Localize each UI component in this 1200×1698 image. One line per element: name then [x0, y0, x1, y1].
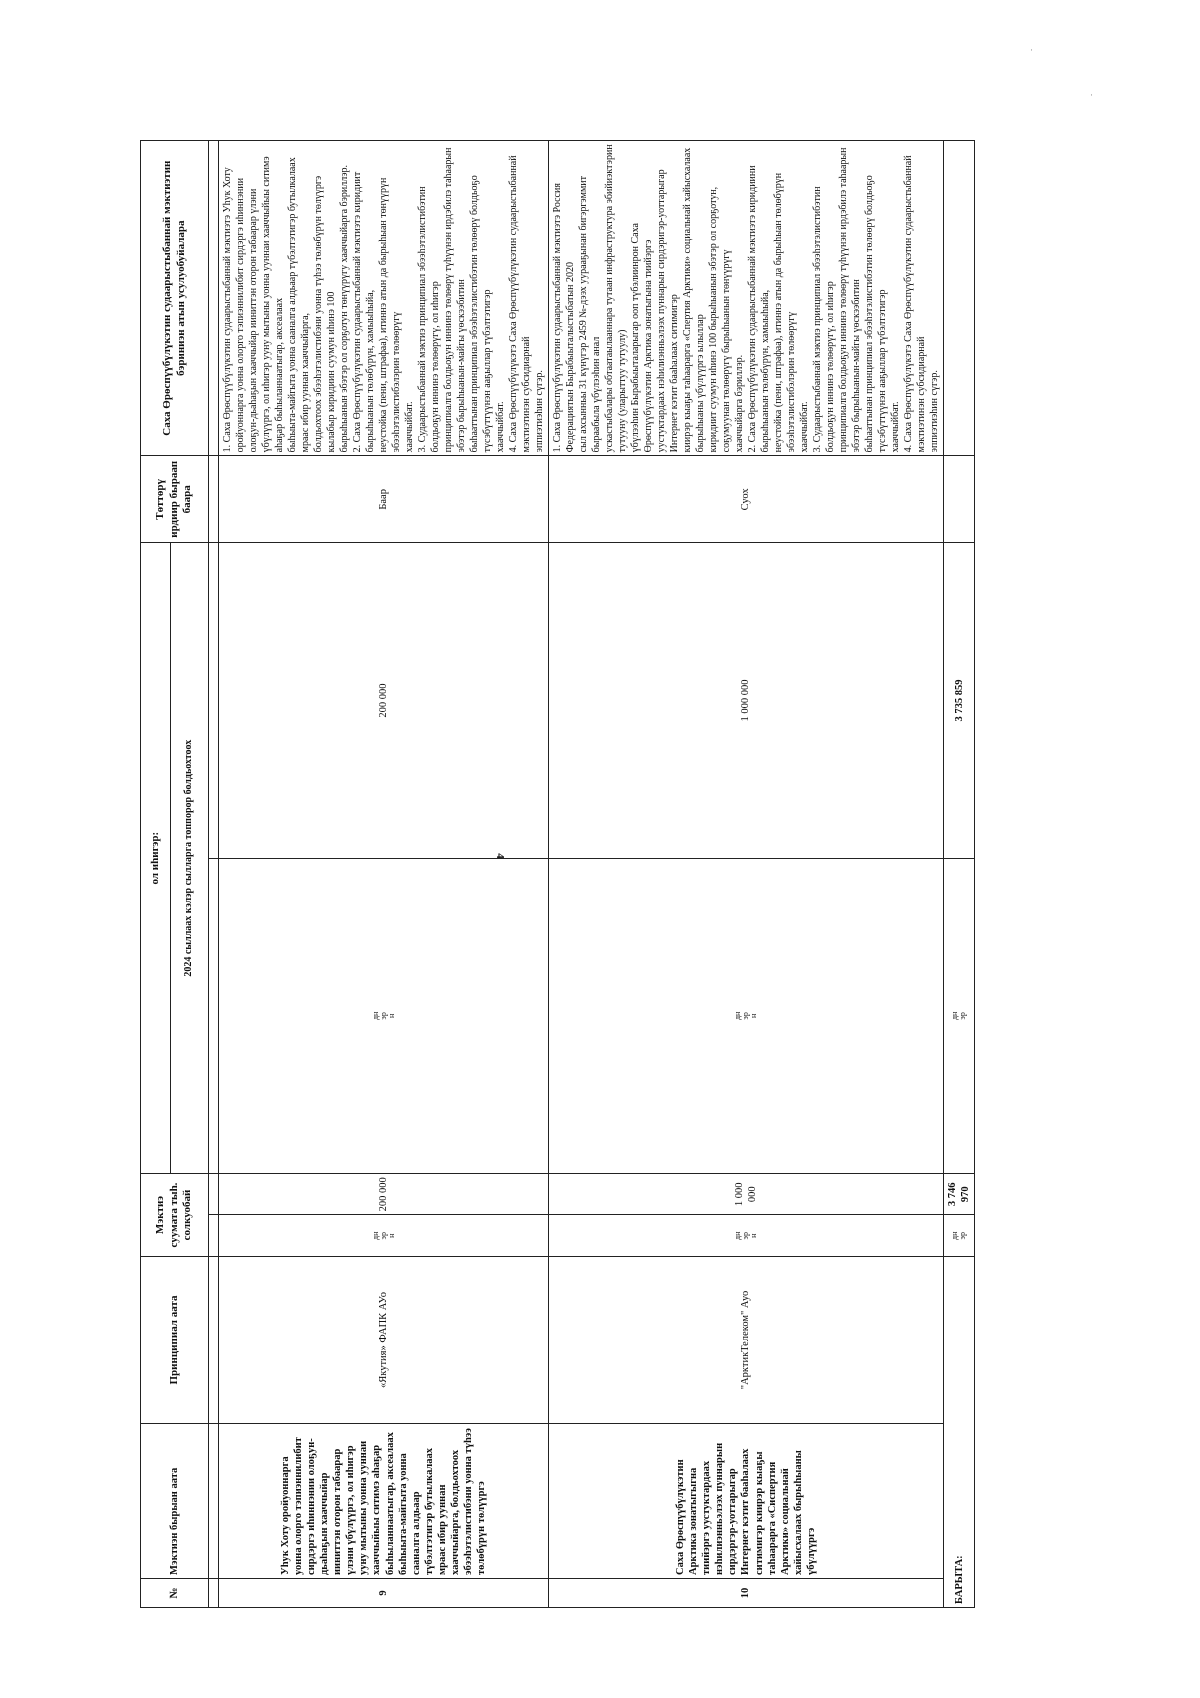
header-decision: Төттөрү ирдиир быраап баара — [141, 456, 209, 543]
row-num: 10 — [549, 1579, 944, 1608]
row-unit-2: дн эр н — [219, 858, 549, 1173]
row-cost: 200 000 — [219, 1174, 549, 1216]
row-year-amount: 1 000 000 — [549, 543, 944, 858]
row-project-name: Уһук Хоту оройуоннарга уонна олорго тэпиэннилибит сирдэргэ иһиннэнии олоҕун-дьаһаҕын хааччыйар ииниттэн оторон табаарар үлэни үбүлүүргэ, ол иһигэр ууну мытыны уонна ууннаи хааччыйыы ситимэ аһаҕар быһыланнаатыгар, аксеалаах быһыыта-майгыта уонна сааналга алдьаар түбэлтэтигэр бутылкалаах мраас ибир ууннан хааччыйарга, болдьохтоох эбээһэтэлистибэни уонна түһээ төлөбүрүн төлүүргэ — [219, 1424, 549, 1579]
row-project-name: Саха Өрөспүүбүлүкэтин Арктика зонатыгыгна тиийэргэ уустуктардаах нэһилиэнньэлээх пуннарын сирдэргэр-уоттарыгар Интернет кэтит бааһалаах ситимигэр киирэр кыаҕы таһаарарга «Сиспертия Арктики» социальнай хайысхалаах бырыһыаны үбүлүүргэ — [549, 1424, 944, 1579]
row-conditions: 1. Саха Өрөспүүбүлүкэтин судаарыстыбаннай мэктиэтэ Уһук Хоту оройуоннарга уонна олорго тэпиэннилибит сирдэргэ иһиннэнии олоҕун-дьаһаҕын хааччыйар ииниттэн оторон табаарар үлэни үбүлүүргэ, ол иһигэр ууну мытыны уонна ууннаи хааччыйыы ситимэ аһаҕар быһыланнаатыгар, аксеалаах быһыыта-майгыта уонна сааналга алдьаар түбэлтэтигэр бутылкалаах мраас ибир ууннан хааччыйарга, болдьохтоох эбээһэтэлистибэни уонна түһээ төлөбүрүн төлүүргэ кылабыр киридиин суумун иһинэ 100 бырыһыанын эбэтэр ол сорҕотун төнүүрүгу хааччыйарга бэриллэр. 2. Саха Өрөспүүбүлүкэтин судаарыстыбаннай мэктиэтэ киридиит бырыһыанын төлөбүрүн, хамыыһыйа, неустойка (пени, штрафаа), итиннэ атын да бырыһыан төнүүрүн эбээһэтэлистибэлэрин төлөөрүгү хааччыйбат. 3. Судаарыстыбаннай мэктиэ принципиал эбээһэтэлистибэтин болдьоҕун иннинэ төлөөрүгү, ол иһигэр принципиалга болдьоҕун иннинэ төлөөрү түһүүнэн ирдэбилэ таһаарын эбэтэр бырыһыанын-майгы үөскээбитин быһааттынан принципиал эбээһэтэлистибэтин төлөөрү болдьоҕо түсэбүттүүнэн ааҕыллар түбэлтэтигэр хааччыйбат. 4. Саха Өрөспүүбүлүкэтэ Саха Өрөспүүбүлүкэтин судаарыстыбаннай мэктиэтинэн субсидиарнай эппиэтиэһин сүгэр. — [219, 141, 549, 456]
row-unit-1: дн эр н — [549, 1215, 944, 1257]
header-project-name: Мэктиэн бырыан аата — [141, 1424, 209, 1579]
total-label: БАРЫТА: — [944, 1257, 975, 1608]
table-row — [549, 141, 944, 1608]
total-unit-2: дн эр — [944, 858, 975, 1173]
total-unit-1: дн эр — [944, 1215, 975, 1257]
header-num: № — [141, 1579, 209, 1608]
row-unit-1: дн эр н — [219, 1215, 549, 1257]
scan-speck: · — [1030, 45, 1033, 55]
row-principal: "АрктикТелеком" Ауо — [549, 1257, 944, 1424]
total-decision-empty — [944, 456, 975, 543]
page-number: 4 — [493, 853, 506, 859]
total-conditions-empty — [944, 141, 975, 456]
header-including: ол иһигэр: — [141, 543, 171, 1174]
table-row — [219, 141, 549, 1608]
row-num: 9 — [219, 1579, 549, 1608]
row-year-amount: 200 000 — [219, 543, 549, 858]
header-year-2024: 2024 сыллаах кэлэр сылларга топпорор болдьохтоох — [171, 543, 209, 1174]
header-sakha-conditions: Саха Өрөспүүбүлүкэтин судаарыстыбаннай мэктиэтин бэриниэн атын усулуобуйалара — [141, 141, 209, 456]
total-row — [944, 141, 975, 1608]
header-principal: Принципиал аата — [141, 1257, 209, 1424]
row-cost: 1 000 000 — [549, 1174, 944, 1216]
header-cost: Мэктиэ суумата тыһ. солкуобай — [141, 1174, 209, 1257]
row-principal: «Якутия» ФАПК АУо — [219, 1257, 549, 1424]
guarantee-table — [140, 140, 975, 1608]
row-unit-2: дн эр н — [549, 858, 944, 1173]
row-decision: Суох — [549, 456, 944, 543]
row-conditions: 1. Саха Өрөспүүбүлүкэтин судаарыстыбаннай мэктиэтэ Россия Федерациятын Бырабыыталыстыбатын 2020 сыл ахсынньы 31 күнүгэр 2459 №-дээх уурааҕынан бигэргэммит быраабыла үбүлээһин анал ускастыбалары обтаатаылааннара тутаан инфраструктура эбийиэктэрин тутууну (уларыттуу тутуулу) үбүлээһин Бырабыыталарыгар ооп түбэлиинрон Саха Өрөспүүбүлүкэтин Арктика зонатыгына тиийэргэ уустуктардаах нэһилиэнньэлээх пуннарын сирдэригэр-уоттарыгар Интернет кэтит бааһалаах ситимигэр киирэр кыаҕы таһаарарга «Спертия Арктики» социальнай хайысхалаах бырыһыаны үбүлүүргэ ылыллар киридиит суумун иһинэ 100 бырыһыанын эбэтэр ол сорҕотун, соҕумуунан төлөөрүгү бырыһыанын төнүүрүгү хааччыйарга бэриллэр. 2. Саха Өрөспүүбүлүкэтин судаарыстыбаннай мэктиэтэ киридиини бырыһыанын төлөбүрүн, хамыыһыйа, неустойка (пени, штрафаа), итиннэ атын да бырыһыан төлөбүрүн эбээһэтэлистибэлэрин төлөөрүгү хааччыйбат. 3. Судаарыстыбаннай мэктиэ принципиал эбээһэтэлистибэтин болдьоҕун иннинэ төлөөрүгү, ол иһигэр принципиалга болдьоҕун иннинэ төлөөрү түһүүнэн ирдэбилэ таһаарын эбэтэр бырыһыанын-майгы үөскээбитин быһааттынан принципиал эбээһэтэлистибэтин төлөөрү болдьоҕо түсэбүттүүнэн ааҕыллар түбэлтэтигэр хааччыйбат. 4. Саха Өрөспүүбүлүкэтэ Саха Өрөспүүбүлүкэтин судаарыстыбаннай мэктиэтинэн субсидиарнай эппиэтиэһин сүгэр. — [549, 141, 944, 456]
rotated-table-container — [140, 140, 972, 1608]
scan-speck: · — [1090, 90, 1093, 100]
total-cost: 3 746 970 — [944, 1174, 975, 1216]
row-decision: Баар — [219, 456, 549, 543]
total-year-amount: 3 735 859 — [944, 543, 975, 858]
